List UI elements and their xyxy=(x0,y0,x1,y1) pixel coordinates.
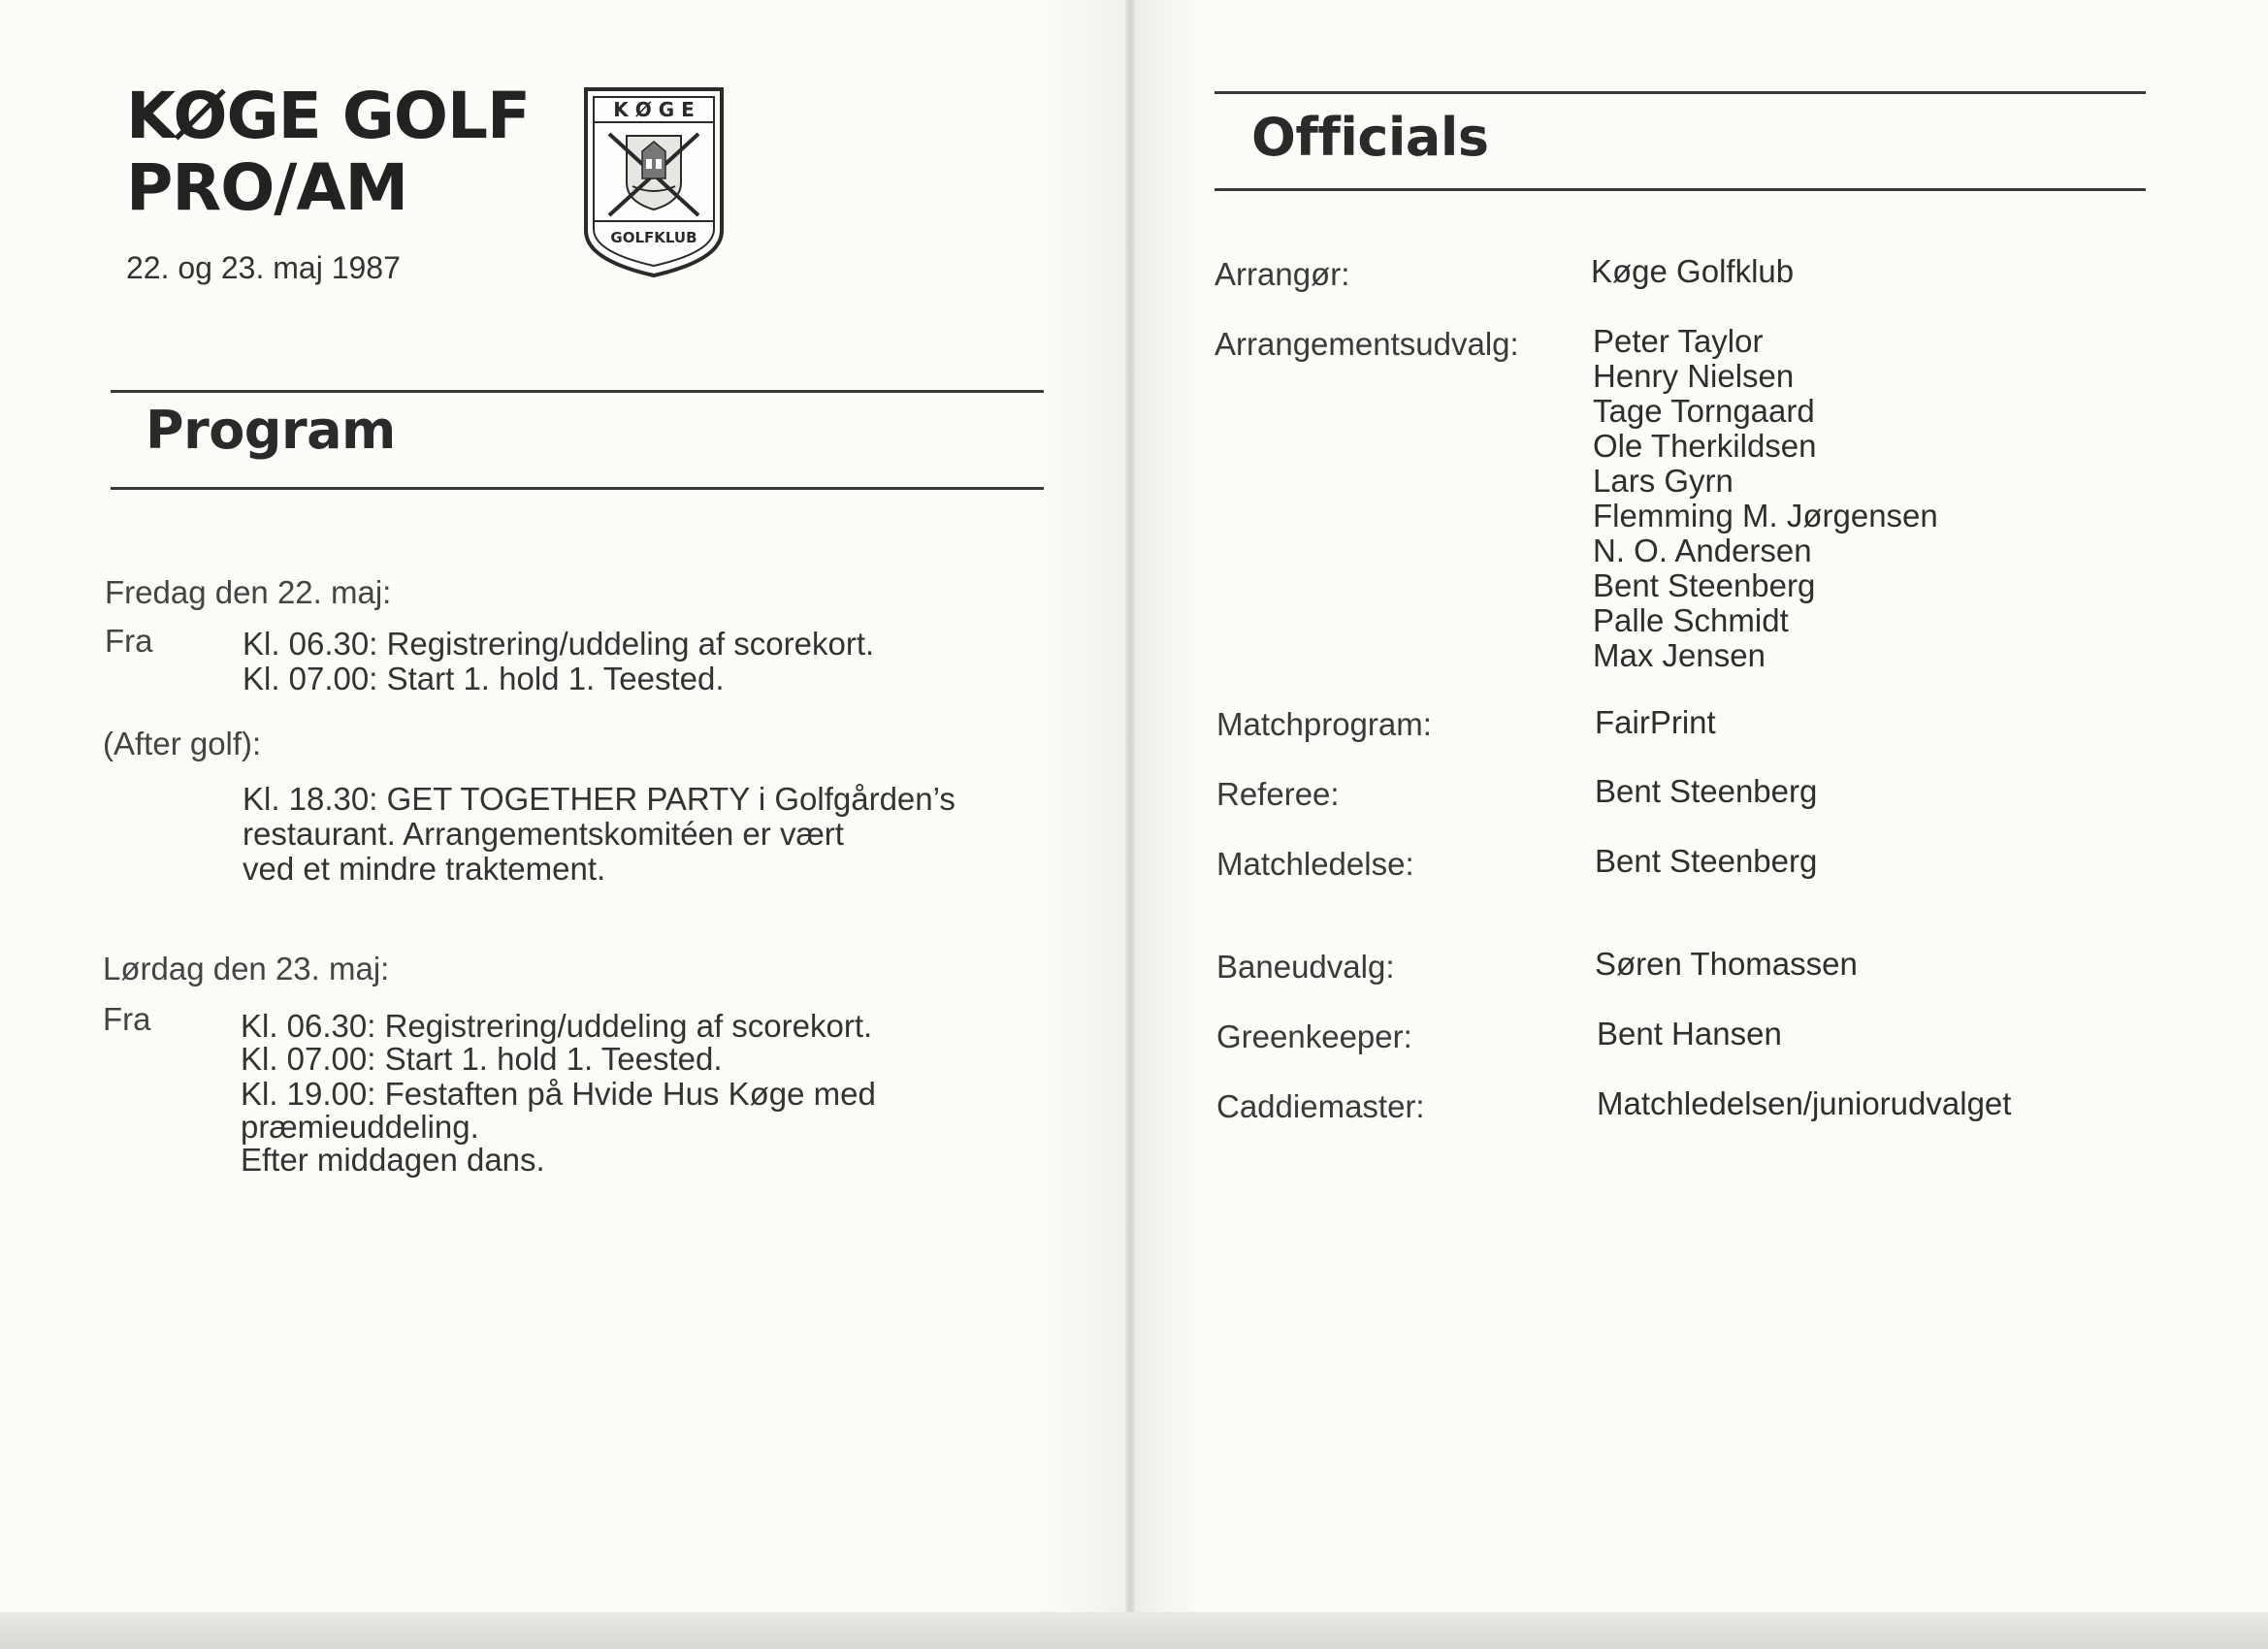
official-label-greenkeeper: Greenkeeper: xyxy=(1216,1018,1412,1054)
saturday-line-2: Kl. 07.00: Start 1. hold 1. Teested. xyxy=(241,1041,723,1077)
friday-day-label: Fredag den 22. maj: xyxy=(105,574,392,610)
committee-member: Tage Torngaard xyxy=(1593,393,1815,429)
committee-member: Max Jensen xyxy=(1593,637,1766,673)
saturday-line-4: præmieuddeling. xyxy=(241,1109,479,1145)
officials-rule-top xyxy=(1215,91,2146,94)
officials-rule-bottom xyxy=(1215,188,2146,191)
official-label-referee: Referee: xyxy=(1216,776,1340,812)
official-value-arrangor: Køge Golfklub xyxy=(1591,253,1795,289)
committee-member: Bent Steenberg xyxy=(1593,567,1816,603)
saturday-line-3: Kl. 19.00: Festaften på Hvide Hus Køge med xyxy=(241,1076,876,1112)
friday-line-2: Kl. 07.00: Start 1. hold 1. Teested. xyxy=(243,661,725,696)
saturday-day-label: Lørdag den 23. maj: xyxy=(103,951,390,986)
friday-line-1: Kl. 06.30: Registrering/uddeling af scorekort. xyxy=(243,626,875,662)
official-value-baneudvalg: Søren Thomassen xyxy=(1595,946,1858,982)
official-value-matchledelse: Bent Steenberg xyxy=(1595,843,1818,879)
title-line-1: KØGE GOLF xyxy=(126,79,531,153)
right-page xyxy=(1131,0,2268,1649)
official-value-referee: Bent Steenberg xyxy=(1595,773,1818,809)
program-rule-bottom xyxy=(111,487,1044,490)
official-label-baneudvalg: Baneudvalg: xyxy=(1216,949,1395,985)
saturday-line-5: Efter middagen dans. xyxy=(241,1142,545,1178)
committee-member: N. O. Andersen xyxy=(1593,533,1812,568)
page-fold xyxy=(1125,0,1135,1649)
committee-member: Ole Therkildsen xyxy=(1593,428,1817,464)
event-date: 22. og 23. maj 1987 xyxy=(126,250,401,285)
logo-bottom-text: GOLFKLUB xyxy=(610,229,697,246)
saturday-line-1: Kl. 06.30: Registrering/uddeling af scorekort. xyxy=(241,1008,873,1044)
official-label-arrangor: Arrangør: xyxy=(1215,256,1350,292)
program-rule-top xyxy=(111,390,1044,393)
committee-member: Palle Schmidt xyxy=(1593,602,1789,638)
committee-member: Henry Nielsen xyxy=(1593,358,1795,394)
committee-member: Peter Taylor xyxy=(1593,323,1764,359)
after-golf-line-1: Kl. 18.30: GET TOGETHER PARTY i Golfgården’s xyxy=(243,781,956,817)
official-label-caddiemaster: Caddiemaster: xyxy=(1216,1088,1425,1124)
after-golf-line-2: restaurant. Arrangementskomitéen er vært xyxy=(243,816,844,852)
officials-heading: Officials xyxy=(1251,107,1489,168)
official-label-arrangementsudvalg: Arrangementsudvalg: xyxy=(1215,326,1519,362)
committee-member: Lars Gyrn xyxy=(1593,463,1733,499)
official-value-caddiemaster: Matchledelsen/juniorudvalget xyxy=(1597,1085,2012,1121)
committee-member: Flemming M. Jørgensen xyxy=(1593,498,1938,534)
official-label-matchledelse: Matchledelse: xyxy=(1216,846,1414,882)
after-golf-line-3: ved et mindre traktement. xyxy=(243,851,606,887)
program-heading: Program xyxy=(146,400,396,461)
logo-top-text: K Ø G E xyxy=(613,98,695,121)
saturday-from-label: Fra xyxy=(103,1001,151,1037)
koege-golfklub-crest-logo xyxy=(582,85,726,279)
friday-from-label: Fra xyxy=(105,623,153,659)
official-value-greenkeeper: Bent Hansen xyxy=(1597,1016,1782,1051)
title-line-2: PRO/AM xyxy=(126,150,408,225)
official-label-matchprogram: Matchprogram: xyxy=(1216,706,1432,742)
bottom-edge xyxy=(0,1612,2268,1649)
official-value-matchprogram: FairPrint xyxy=(1595,704,1716,740)
after-golf-label: (After golf): xyxy=(103,726,262,761)
